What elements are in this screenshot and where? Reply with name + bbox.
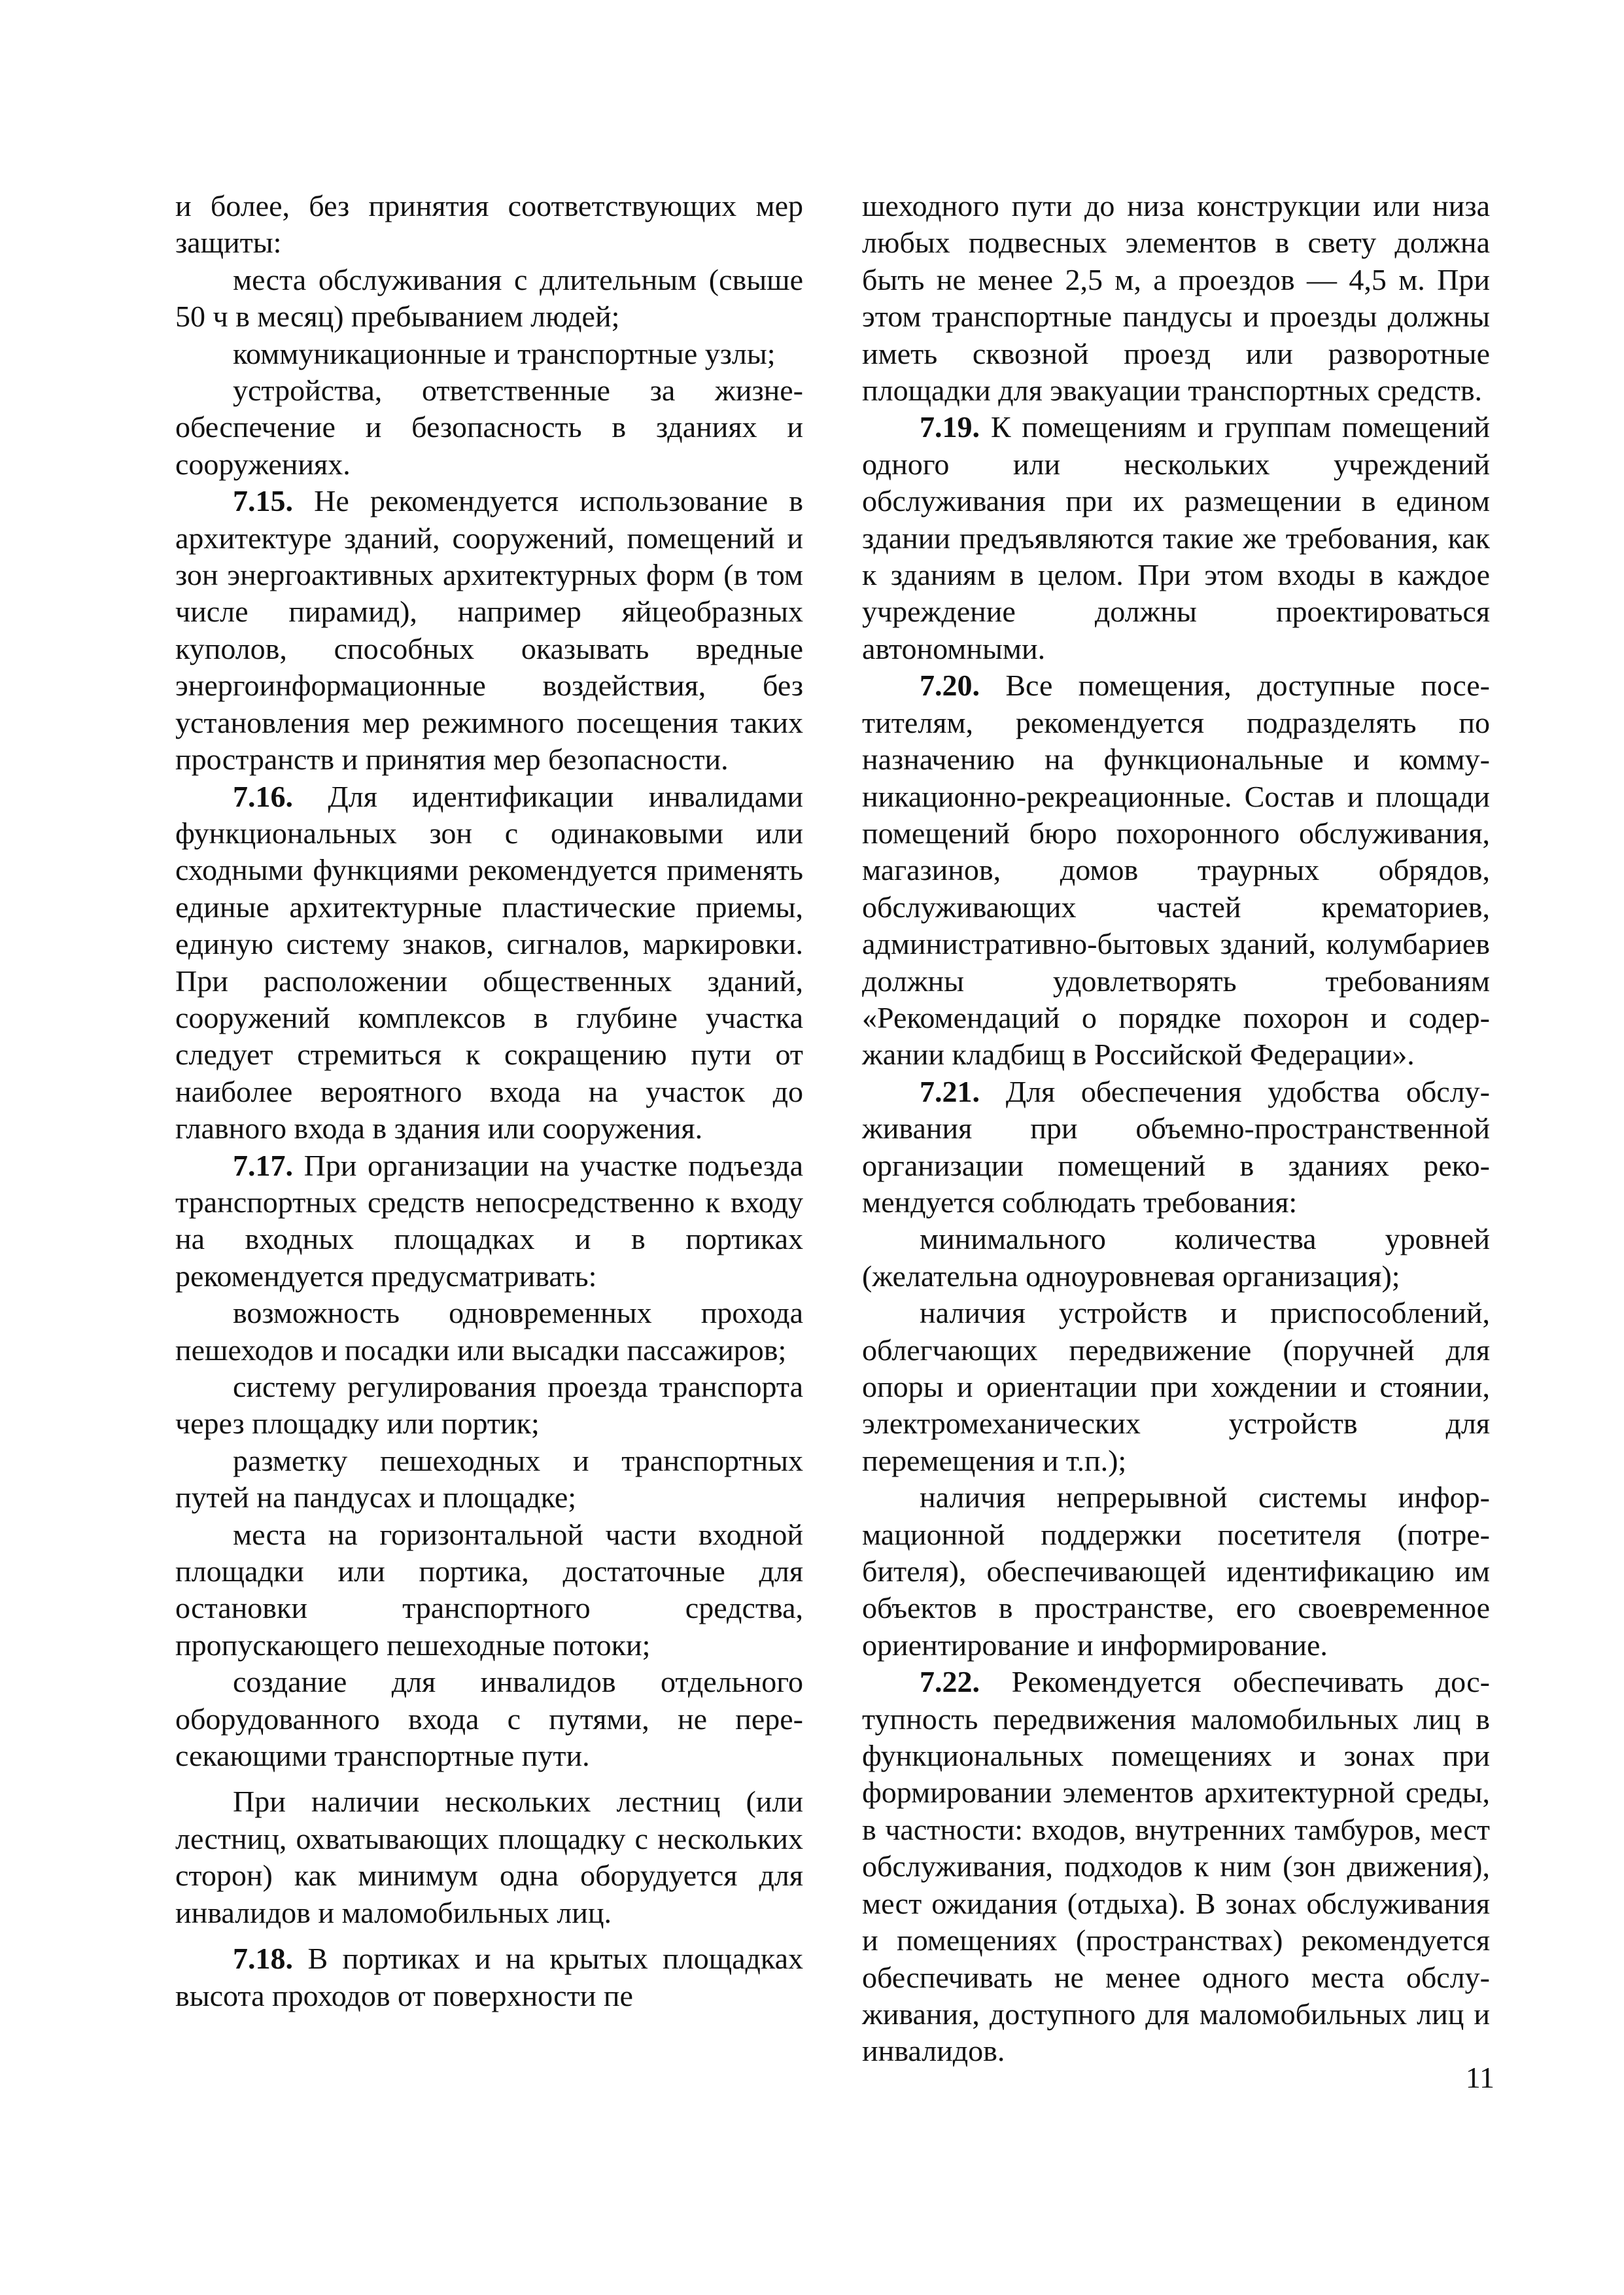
section-number: 7.17.: [233, 1148, 293, 1182]
paragraph: [175, 372, 803, 483]
paragraph: [175, 336, 803, 372]
paragraph-text: При наличии нескольких лестниц (или лестниц, охватывающих площадку с нескольких сторон) как минимум одна оборудуется для инвалидов и маломобильных лиц.: [175, 1785, 803, 1929]
paragraph: [862, 1295, 1490, 1479]
paragraph-text: Для идентификации инвалидами функциональных зон с одинаковыми или сходными функциями рекомендуется применять единые архитектурные пластические приемы, единую систему знаков, сигналов, маркировки. При расположении общественных зданий, сооружений комплексов в глубине участка следует стремиться к сокращению пути от наиболее вероятного входа на участок до главного входа в здания или сооружения.: [175, 779, 803, 1146]
right-column: [862, 188, 1490, 2070]
paragraph: [175, 1664, 803, 1774]
paragraph: [175, 1516, 803, 1664]
paragraph-text: коммуникационные и транспортные узлы;: [233, 336, 776, 370]
paragraph-text: Для обеспечения удобства обслуживания при объемно-пространственной организации помещений в зданиях рекомендуется соблюдать требования:: [862, 1074, 1490, 1219]
paragraph-text: К помещениям и группам помещений одного или нескольких учреждений обслуживания при их размещении в едином здании предъявляются такие же требования, как к зданиям в целом. При этом входы в каждое учреждение должны проектироваться автономными.: [862, 410, 1490, 665]
paragraph: [862, 1074, 1490, 1221]
paragraph: [175, 262, 803, 336]
paragraph: [175, 1148, 803, 1295]
paragraph: [175, 1369, 803, 1443]
paragraph-text: и более, без принятия соответствующих мер защиты:: [175, 189, 803, 260]
paragraph-text: места обслуживания с длительным (свыше 50 ч в месяц) пребыванием людей;: [175, 262, 803, 334]
paragraph-text: Рекомендуется обеспечивать доступность передвижения маломобильных лиц в функциональных помещениях и зонах при формировании элементов архитектурной среды, в частности: входов, внутренних тамбуров, мест обслуживания, подходов к ним (зон движения), мест ожидания (отдыха). В зонах обслуживания и помещениях (пространствах) рекомендуется обеспечивать не менее одного места обслуживания, доступного для маломобильных лиц и инвалидов.: [862, 1665, 1490, 2068]
paragraph: [862, 409, 1490, 667]
paragraph: [862, 1664, 1490, 2069]
paragraph-text: При организации на участке подъезда транспортных средств непосредственно к входу на входных площадках и в портиках рекомендуется предусматривать:: [175, 1148, 803, 1293]
paragraph: [175, 188, 803, 262]
paragraph-text: шеходного пути до низа конструкции или низа любых подвесных элементов в свету должна быть не менее 2,5 м, а проездов — 4,5 м. При этом транспортные пандусы и проезды должны иметь сквозной проезд или разворотные площадки для эвакуации транспортных средств.: [862, 189, 1490, 408]
paragraph-text: минимального количества уровней (желательна одноуровневая организация);: [862, 1222, 1490, 1293]
paragraph: [175, 483, 803, 778]
paragraph-text: возможность одновременных прохода пешеходов и посадки или высадки пассажиров;: [175, 1296, 803, 1367]
section-number: 7.16.: [233, 779, 293, 813]
section-number: 7.18.: [233, 1942, 293, 1976]
left-column: [175, 188, 803, 2014]
section-number: 7.20.: [920, 669, 980, 703]
paragraph-text: В портиках и на крытых площадках высота проходов от поверхности пе: [175, 1942, 803, 2012]
section-number: 7.22.: [920, 1665, 980, 1699]
paragraph: [175, 1940, 803, 2014]
paragraph-text: наличия устройств и приспособлений, облегчающих передвижение (поручней для опоры и ориентации при хождении и стоянии, электромеханических устройств для перемещения и т.п.);: [862, 1296, 1490, 1477]
paragraph: [175, 1443, 803, 1516]
page-number: 11: [1465, 2061, 1494, 2094]
section-number: 7.21.: [920, 1074, 980, 1108]
paragraph: [862, 1479, 1490, 1664]
paragraph-text: места на горизонтальной части входной площадки или портика, достаточные для остановки транспортного средства, пропускающего пешеходные потоки;: [175, 1517, 803, 1662]
paragraph-text: систему регулирования проезда транспорта через площадку или портик;: [175, 1370, 803, 1441]
paragraph: [175, 1783, 803, 1931]
paragraph: [175, 779, 803, 1148]
paragraph: [862, 188, 1490, 409]
paragraph-text: разметку пешеходных и транспортных путей на пандусах и площадке;: [175, 1443, 803, 1515]
paragraph-text: Не рекомендуется использование в архитектуре зданий, сооружений, помещений и зон энергоактивных архитектурных форм (в том числе пирамид), например яйцеобразных куполов, способных оказывать вредные энергоинформационные воздействия, без установления мер режимного посещения таких пространств и принятия мер безопасности.: [175, 484, 803, 777]
paragraph: [862, 667, 1490, 1073]
paragraph-text: создание для инвалидов отдельного оборудованного входа с путями, не пересекающими транспортные пути.: [175, 1665, 803, 1773]
paragraph-text: устройства, ответственные за жизнеобеспечение и безопасность в зданиях и сооружениях.: [175, 374, 803, 481]
paragraph-text: наличия непрерывной системы информационной поддержки посетителя (потребителя), обеспечивающей идентификацию им объектов в пространстве, его своевременное ориентирование и информирование.: [862, 1480, 1490, 1662]
section-number: 7.15.: [233, 484, 293, 518]
paragraph-text: Все помещения, доступные посетителям, рекомендуется подразделять по назначению на функциональные и коммуникационно-рекреационные. Состав и площади помещений бюро похоронного обслуживания, магазинов, домов траурных обрядов, обслуживающих частей крематориев, административно-бытовых зданий, колумбариев должны удовлетворять требованиям «Рекомендаций о порядке похорон и содержании кладбищ в Российской Федерации».: [862, 669, 1490, 1072]
paragraph: [862, 1221, 1490, 1295]
paragraph: [175, 1295, 803, 1369]
section-number: 7.19.: [920, 410, 980, 444]
